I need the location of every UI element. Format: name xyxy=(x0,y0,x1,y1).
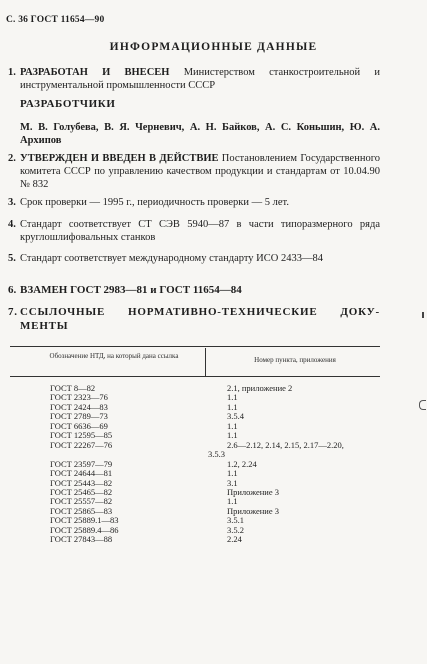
item-number: 3. xyxy=(8,197,16,208)
cell-reference: 1.2, 2.24 xyxy=(227,458,257,469)
item-text: ВЗАМЕН ГОСТ 2983—81 и ГОСТ 11654—84 xyxy=(20,284,242,296)
item-text: Постановлением Государственного комитета СССР по управлению качеством продукции и стандартам от 10.04.90 № 832 xyxy=(20,153,380,190)
table-header-section: Номер пункта, приложения xyxy=(254,356,336,364)
table-header-document: Обозначение НТД, на который дана ссылка xyxy=(49,352,179,360)
item-3-review xyxy=(8,196,380,209)
scan-mark xyxy=(419,400,426,410)
heading-word: НОРМАТИВНО-ТЕХНИЧЕСКИЕ xyxy=(127,306,318,318)
cell-reference: 1.1 xyxy=(227,496,238,507)
cell-reference: Приложение 3 xyxy=(227,486,279,497)
item-number: 4. xyxy=(8,219,16,230)
authors-list: М. В. Голубева, В. Я. Черневич, А. Н. Байков, А. С. Коньшин, Ю. А. Архипов xyxy=(20,122,380,146)
cell-reference: 3.5.4 xyxy=(227,411,244,422)
item-text: Министерством станкостроительной и инструментальной промышленности СССР xyxy=(20,67,380,91)
cell-document: ГОСТ 22267—76 xyxy=(50,439,113,450)
table-row xyxy=(0,412,427,421)
cell-document: ГОСТ 12595—85 xyxy=(50,430,113,441)
cell-reference: 3.5.3 xyxy=(208,449,225,460)
cell-reference: 2.6—2.12, 2.14, 2.15, 2.17—2.20, xyxy=(227,439,344,450)
cell-document: ГОСТ 25443—82 xyxy=(50,477,113,488)
developers-heading: РАЗРАБОТЧИКИ xyxy=(20,98,116,110)
cell-document: ГОСТ 2323—76 xyxy=(50,392,108,403)
cell-reference: 1.1 xyxy=(227,468,238,479)
cell-reference: 1.1 xyxy=(227,392,238,403)
item-2-approved xyxy=(8,152,380,191)
cell-reference: 1.1 xyxy=(227,401,238,412)
cell-document: ГОСТ 27843—88 xyxy=(50,534,113,545)
heading-word: ССЫЛОЧНЫЕ xyxy=(20,306,106,318)
scan-mark xyxy=(422,312,424,318)
item-text: Срок проверки — 1995 г., периодичность проверки — 5 лет. xyxy=(20,197,289,208)
cell-document: ГОСТ 25557—82 xyxy=(50,496,113,507)
cell-document: ГОСТ 6636—69 xyxy=(50,420,108,431)
cell-reference: 2.24 xyxy=(227,534,242,545)
table-row xyxy=(0,450,427,459)
item-5-international xyxy=(8,252,380,265)
heading-word: ДОКУ- xyxy=(340,306,380,318)
page-header: С. 36 ГОСТ 11654—90 xyxy=(6,15,105,25)
item-7-references-heading xyxy=(8,305,380,333)
cell-reference: 3.1 xyxy=(227,477,238,488)
cell-document: ГОСТ 25889.4—86 xyxy=(50,524,119,535)
item-1-developed xyxy=(8,66,380,92)
cell-document: ГОСТ 2789—73 xyxy=(50,411,108,422)
item-number: 5. xyxy=(8,253,16,264)
item-4-compliance xyxy=(8,218,380,244)
table-row xyxy=(0,469,427,478)
item-text: Стандарт соответствует международному стандарту ИСО 2433—84 xyxy=(20,253,323,264)
table-header-rule xyxy=(10,376,380,377)
cell-document: ГОСТ 8—82 xyxy=(50,383,96,393)
cell-document: ГОСТ 25889.1—83 xyxy=(50,515,119,526)
page-title: ИНФОРМАЦИОННЫЕ ДАННЫЕ xyxy=(109,41,318,53)
cell-document: ГОСТ 23597—79 xyxy=(50,458,113,469)
item-lead: РАЗРАБОТАН И ВНЕСЕН xyxy=(20,67,170,78)
cell-reference: 1.1 xyxy=(227,420,238,431)
item-lead: УТВЕРЖДЕН И ВВЕДЕН В ДЕЙСТВИЕ xyxy=(20,153,219,164)
item-6-replaces xyxy=(8,284,380,297)
cell-document: ГОСТ 24644—81 xyxy=(50,468,113,479)
cell-reference: 2.1, приложение 2 xyxy=(227,383,293,393)
cell-reference: 3.5.2 xyxy=(227,524,244,535)
table-top-rule xyxy=(10,346,380,347)
item-number: 1. xyxy=(8,67,16,78)
item-text: Стандарт соответствует СТ СЭВ 5940—87 в части типоразмерного ряда круглошлифовальных станков xyxy=(20,219,380,243)
cell-reference: 1.1 xyxy=(227,430,238,441)
cell-document: ГОСТ 2424—83 xyxy=(50,401,108,412)
heading-word: МЕНТЫ xyxy=(20,320,69,332)
cell-document: ГОСТ 25865—83 xyxy=(50,505,113,516)
item-number: 7. xyxy=(8,306,18,318)
cell-reference: Приложение 3 xyxy=(227,505,279,516)
table-column-divider xyxy=(205,348,206,376)
item-number: 6. xyxy=(8,284,17,296)
table-row xyxy=(0,535,427,544)
cell-reference: 3.5.1 xyxy=(227,515,244,526)
item-number: 2. xyxy=(8,153,16,164)
table-row xyxy=(0,431,427,440)
cell-document: ГОСТ 25465—82 xyxy=(50,486,113,497)
table-row xyxy=(0,516,427,525)
